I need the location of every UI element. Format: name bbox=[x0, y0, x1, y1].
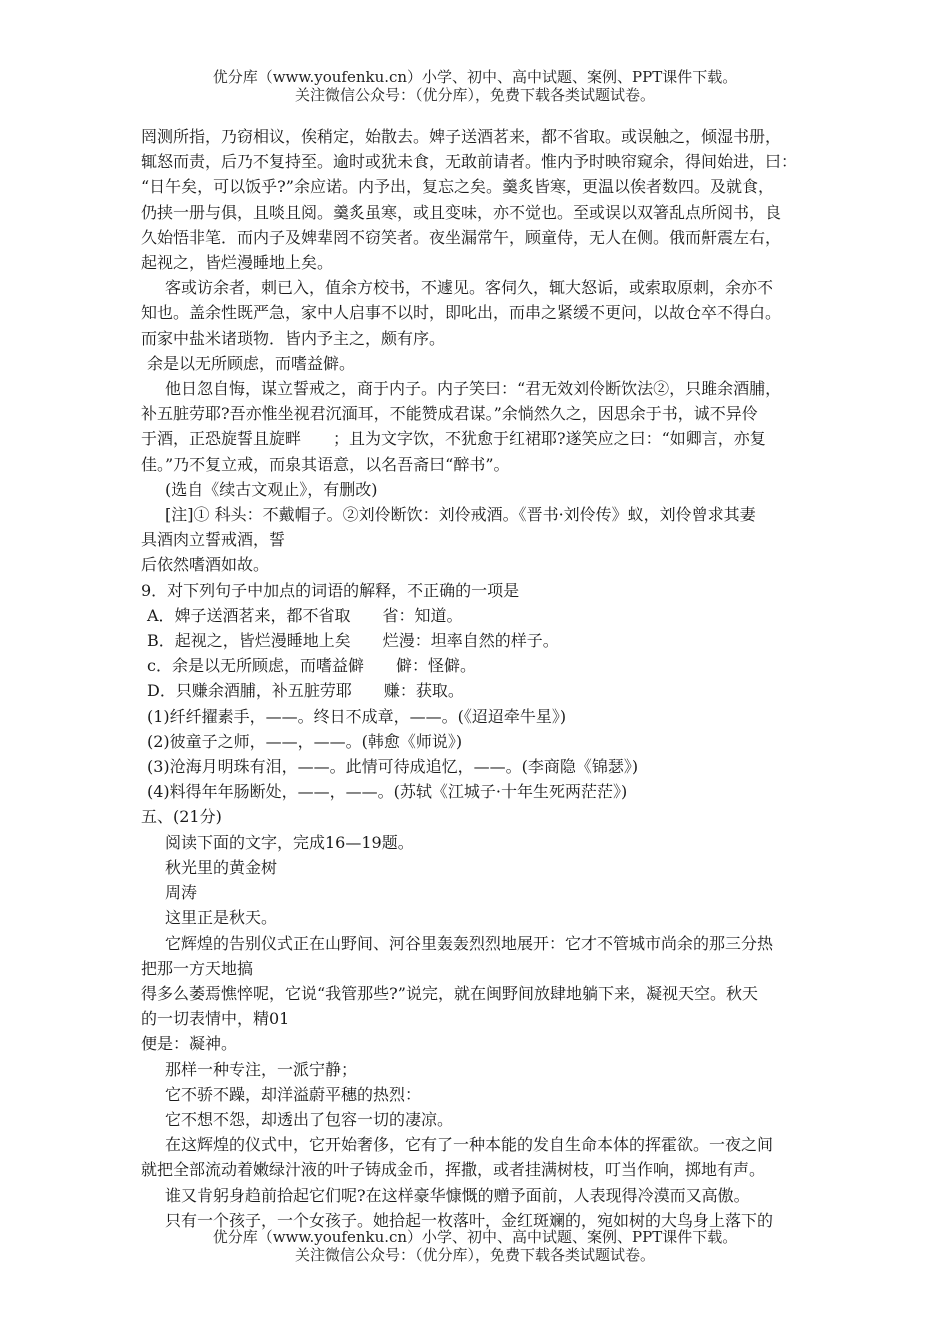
text-line: 得多么萎焉憔悴呢，它说“我管那些?”说完，就在闽野间放肆地躺下来，凝视天空。秋天 bbox=[141, 983, 758, 1003]
text-line: 阅读下面的文字，完成16—19题。 bbox=[165, 832, 414, 852]
document-body bbox=[141, 124, 821, 1233]
text-line: 补五脏劳耶?吾亦惟坐视君沉湎耳，不能赞成君谋。”余惝然久之，因思余于书，诚不异伶 bbox=[141, 404, 758, 424]
text-line: (4)料得年年肠断处，——，——。(苏轼《江城子·十年生死两茫茫》) bbox=[147, 782, 628, 802]
text-line: D．只赚余酒脯，补五脏劳耶 赚：获取。 bbox=[147, 681, 464, 701]
text-line: 余是以无所顾虑，而嗜益僻。 bbox=[147, 353, 356, 373]
text-line: B．起视之，皆烂漫睡地上矣 烂漫：坦率自然的样子。 bbox=[147, 631, 559, 651]
footer-line-1: 优分库（www.youfenku.cn）小学、初中、高中试题、案例、PPT课件下载。 bbox=[212, 1228, 738, 1246]
text-line: c．余是以无所顾虑，而嗜益僻 僻：怪僻。 bbox=[147, 656, 476, 676]
text-line: 的一切表情中，精01 bbox=[141, 1009, 290, 1029]
text-line: “日午矣，可以饭乎?”余应诺。内予出，复忘之矣。羹炙皆寒，更温以俟者数四。及就食， bbox=[141, 177, 774, 197]
text-line: 谁又肯躬身趋前拾起它们呢?在这样豪华慷慨的赠予面前，人表现得冷漠而又高傲。 bbox=[165, 1185, 750, 1205]
text-line: (3)沧海月明珠有泪，——。此情可待成追忆，——。(李商隐《锦瑟》) bbox=[147, 757, 639, 777]
text-line: 具酒肉立誓戒酒，誓 bbox=[141, 530, 286, 550]
text-line: 就把全部流动着嫩绿汁液的叶子铸成金币，挥撒，或者挂满树枝，叮当作响，掷地有声。 bbox=[141, 1160, 766, 1180]
text-line: 后依然嗜酒如故。 bbox=[141, 555, 270, 575]
page-footer bbox=[0, 1228, 950, 1264]
text-line: 于酒，正恐旋誓且旋畔 ；且为文字饮，不犹愈于红裙耶?遂笑应之曰：“如卿言，亦复 bbox=[141, 429, 766, 449]
text-line: 秋光里的黄金树 bbox=[165, 857, 278, 877]
text-line: 他日忽自悔，谋立誓戒之，商于内子。内子笑曰：“君无效刘伶断饮法②，只雎余酒脯， bbox=[165, 379, 782, 399]
footer-line-2: 关注微信公众号：（优分库），免费下载各类试题试卷。 bbox=[294, 1246, 655, 1264]
text-line: 而家中盐米诸琐物．皆内予主之，颇有序。 bbox=[141, 328, 446, 348]
text-line: 在这辉煌的仪式中，它开始奢侈，它有了一种本能的发自生命本体的挥霍欲。一夜之间 bbox=[165, 1135, 774, 1155]
header-line-1: 优分库（www.youfenku.cn）小学、初中、高中试题、案例、PPT课件下载。 bbox=[212, 68, 738, 86]
text-line: 它不想不怨，却透出了包容一切的凄凉。 bbox=[165, 1109, 454, 1129]
text-line: 辄怒而责，后乃不复持至。逾时或犹未食，无敢前请者。惟内予时映帘窥余，得间始进，曰： bbox=[141, 152, 798, 172]
text-line: 那样一种专注，一派宁静； bbox=[165, 1059, 358, 1079]
page-header bbox=[0, 68, 950, 104]
text-line: 它不骄不躁，却洋溢蔚平穗的热烈： bbox=[165, 1084, 422, 1104]
text-line: 它辉煌的告别仪式正在山野间、河谷里轰轰烈烈地展开：它才不管城市尚余的那三分热 bbox=[165, 933, 774, 953]
text-line: 把那一方天地搞 bbox=[141, 958, 254, 978]
text-line: 便是：凝神。 bbox=[141, 1034, 238, 1054]
text-line: 周涛 bbox=[165, 883, 198, 903]
text-line: 9．对下列句子中加点的词语的解释，不正确的一项是 bbox=[141, 580, 520, 600]
text-line: 佳。”乃不复立戒，而泉其语意，以名吾斋曰“醉书”。 bbox=[141, 454, 510, 474]
text-line: 久始悟非笔．而内子及婢辈罔不窃笑者。夜坐漏常午，顾童侍，无人在侧。俄而鼾震左右， bbox=[141, 227, 782, 247]
text-line: (2)彼童子之师，——，——。(韩愈《师说》) bbox=[147, 731, 463, 751]
text-line: 起视之，皆烂漫睡地上矣。 bbox=[141, 253, 334, 273]
text-line: 知也。盖余性既严急，家中人启事不以时，即叱出，而串之紧缓不更问，以故仓卒不得白。 bbox=[141, 303, 782, 323]
header-line-2: 关注微信公众号：（优分库），免费下载各类试题试卷。 bbox=[294, 86, 655, 104]
text-line: 仍挟一册与俱，且啖且阅。羹炙虽寒，或且变味，亦不觉也。至或误以双箸乱点所阅书，良 bbox=[141, 202, 782, 222]
text-line: 罔测所指，乃窃相议，俟稍定，始散去。婢子送酒茗来，都不省取。或误触之，倾湿书册， bbox=[141, 127, 782, 146]
text-line: 客或访余者，刺已入，值余方校书，不遽见。客伺久，辄大怒诟，或索取原刺，余亦不 bbox=[165, 278, 774, 298]
text-line: 只有一个孩子，一个女孩子。她拾起一枚落叶，金红斑斓的，宛如树的大鸟身上落下的 bbox=[165, 1210, 774, 1230]
text-line: 这里正是秋天。 bbox=[165, 908, 278, 928]
text-line: (1)纤纤擢素手，——。终日不成章，——。(《迢迢牵牛星》) bbox=[147, 706, 567, 726]
text-line: A．婢子送酒茗来，都不省取 省：知道。 bbox=[147, 605, 463, 625]
text-line: (选自《续古文观止》，有删改) bbox=[165, 479, 378, 499]
text-line: [注]① 科头：不戴帽子。②刘伶断饮：刘伶戒酒。《晋书·刘伶传》蚁，刘伶曾求其妻 bbox=[165, 505, 756, 525]
text-line: 五、(21分) bbox=[141, 807, 222, 827]
